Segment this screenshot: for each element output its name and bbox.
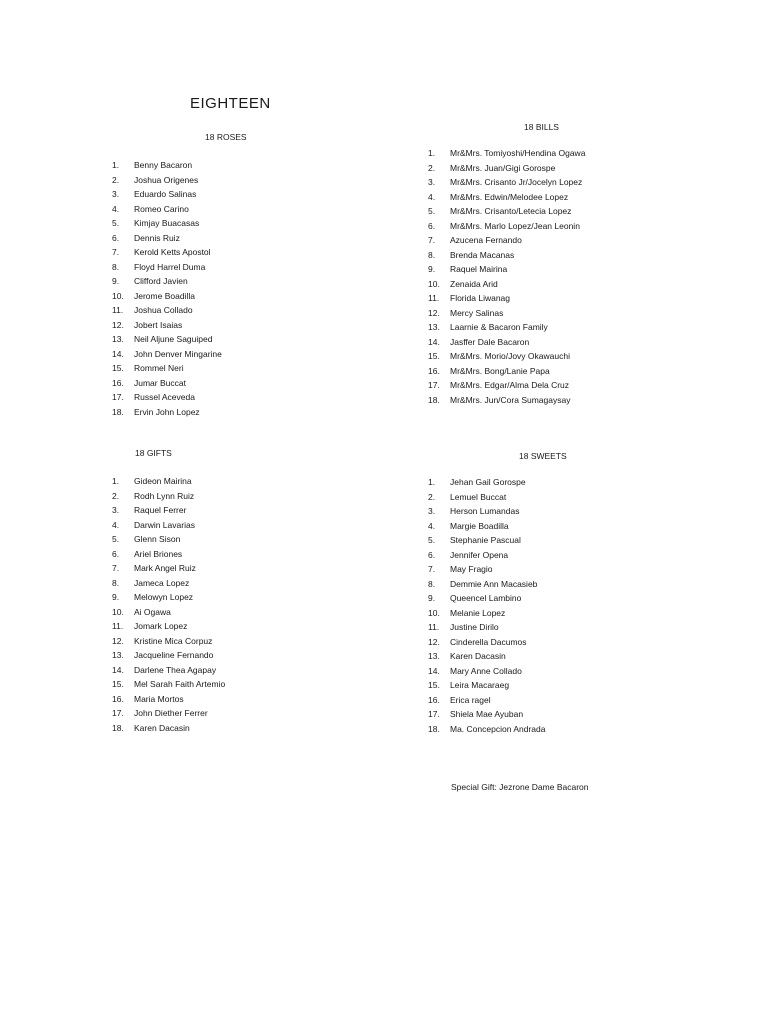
list-item-name: Cinderella Dacumos (450, 636, 527, 647)
list-item-name: Laarnie & Bacaron Family (450, 322, 548, 332)
special-gift-note: Special Gift: Jezrone Dame Bacaron (451, 782, 589, 792)
list-item-name: Erica ragel (450, 694, 491, 705)
list-item-number: 2. (112, 490, 120, 501)
list-item-number: 5. (112, 218, 120, 228)
list-item (428, 175, 728, 190)
list-item-number: 6. (428, 220, 436, 231)
list-item-name: Karen Dacasin (134, 722, 190, 733)
list-item-name: Mr&Mrs. Edwin/Melodee Lopez (450, 191, 569, 202)
list-item-number: 11. (112, 305, 124, 315)
list-item-number: 18. (428, 723, 440, 734)
list-item-number: 5. (112, 534, 120, 544)
list-item-name: Clifford Javien (134, 276, 188, 286)
list-item (428, 562, 728, 577)
list-item (112, 390, 342, 405)
list-item-number: 4. (112, 203, 120, 214)
list-item-number: 15. (428, 680, 440, 690)
list-item-number: 16. (112, 693, 124, 704)
list-item-number: 15. (428, 351, 440, 361)
list-item-name: May Fragio (450, 564, 493, 574)
gifts-list (112, 474, 342, 735)
list-item-name: Melanie Lopez (450, 607, 506, 618)
list-item-number: 6. (112, 548, 120, 559)
list-item-number: 2. (428, 491, 436, 502)
list-item-name: Mr&Mrs. Juan/Gigi Gorospe (450, 162, 556, 173)
list-item (112, 347, 342, 362)
list-item-number: 12. (428, 307, 440, 318)
list-item-name: Joshua Collado (134, 305, 193, 315)
list-item (428, 490, 728, 505)
list-item-name: Herson Lumandas (450, 506, 520, 516)
list-item-name: Jumar Buccat (134, 377, 186, 388)
list-item (112, 474, 342, 489)
list-item-number: 14. (428, 665, 440, 676)
list-item (428, 262, 728, 277)
list-item (428, 248, 728, 263)
list-item-number: 11. (428, 293, 440, 303)
list-item-name: Melowyn Lopez (134, 592, 194, 602)
list-item (112, 245, 342, 260)
list-item-number: 13. (112, 650, 124, 660)
list-item (428, 649, 728, 664)
list-item (112, 405, 342, 420)
list-item-number: 7. (428, 564, 436, 574)
sweets-list (428, 475, 728, 736)
list-item (428, 204, 728, 219)
list-item-name: Brenda Macanas (450, 249, 515, 260)
list-item-number: 3. (428, 177, 436, 187)
list-item-name: Jasffer Dale Bacaron (450, 336, 530, 347)
list-item-number: 17. (428, 709, 440, 719)
list-item (428, 606, 728, 621)
list-item-number: 10. (112, 290, 124, 301)
list-item-number: 7. (112, 247, 120, 257)
list-item-number: 16. (112, 377, 124, 388)
list-item-name: Mel Sarah Faith Artemio (134, 679, 226, 689)
list-item-number: 16. (428, 365, 440, 376)
list-item-name: Darlene Thea Agapay (134, 664, 217, 675)
list-item (428, 335, 728, 350)
list-item (428, 393, 728, 408)
list-item-number: 7. (112, 563, 120, 573)
list-item (112, 274, 342, 289)
list-item (112, 663, 342, 678)
list-item-number: 12. (428, 636, 440, 647)
list-item (428, 577, 728, 592)
list-item-name: Ervin John Lopez (134, 406, 200, 417)
list-item-number: 9. (428, 264, 436, 274)
list-item-number: 1. (428, 477, 436, 487)
list-item (428, 693, 728, 708)
list-item-number: 5. (428, 206, 436, 216)
list-item (428, 233, 728, 248)
list-item-name: Kimjay Buacasas (134, 218, 200, 228)
list-item-number: 10. (428, 278, 440, 289)
list-item-number: 9. (112, 276, 120, 286)
list-item-number: 8. (112, 577, 120, 588)
list-item-name: Russel Aceveda (134, 392, 195, 402)
list-item-name: John Denver Mingarine (134, 348, 222, 359)
list-item-name: Mr&Mrs. Crisanto/Letecia Lopez (450, 206, 572, 216)
list-item (112, 561, 342, 576)
list-item-number: 8. (428, 578, 436, 589)
list-item-name: Shiela Mae Ayuban (450, 709, 524, 719)
list-item (112, 303, 342, 318)
list-item-number: 12. (112, 635, 124, 646)
list-item-number: 6. (112, 232, 120, 243)
list-item-number: 4. (112, 519, 120, 530)
list-item-name: Ma. Concepcion Andrada (450, 723, 546, 734)
list-item (428, 475, 728, 490)
list-item (112, 706, 342, 721)
list-item-number: 5. (428, 535, 436, 545)
list-item (112, 590, 342, 605)
list-item (112, 518, 342, 533)
list-item-number: 17. (112, 392, 124, 402)
list-item-name: Kristine Mica Corpuz (134, 635, 213, 646)
list-item-number: 9. (428, 593, 436, 603)
list-item-name: Stephanie Pascual (450, 535, 521, 545)
list-item-number: 2. (428, 162, 436, 173)
list-item-number: 18. (112, 722, 124, 733)
gifts-heading: 18 GIFTS (135, 448, 172, 458)
list-item (112, 721, 342, 736)
list-item-name: Mr&Mrs. Tomiyoshi/Hendina Ogawa (450, 148, 586, 158)
list-item-name: Lemuel Buccat (450, 491, 507, 502)
list-item-name: Ai Ogawa (134, 606, 171, 617)
list-item-number: 6. (428, 549, 436, 560)
list-item-number: 16. (428, 694, 440, 705)
list-item (428, 378, 728, 393)
list-item-name: Mark Angel Ruiz (134, 563, 196, 573)
list-item (112, 289, 342, 304)
list-item-name: Glenn Sison (134, 534, 181, 544)
list-item-number: 13. (428, 651, 440, 661)
list-item (428, 320, 728, 335)
list-item-name: Darwin Lavarias (134, 519, 195, 530)
list-item-number: 3. (112, 189, 120, 199)
list-item (428, 591, 728, 606)
list-item (428, 504, 728, 519)
list-item-name: Jobert Isaias (134, 319, 183, 330)
list-item-name: Eduardo Salinas (134, 189, 197, 199)
list-item (428, 722, 728, 737)
list-item-name: Zenaida Arid (450, 278, 498, 289)
bills-list (428, 146, 728, 407)
list-item (112, 605, 342, 620)
list-item (112, 532, 342, 547)
list-item-number: 14. (428, 336, 440, 347)
list-item-number: 13. (428, 322, 440, 332)
list-item-number: 10. (428, 607, 440, 618)
list-item-number: 12. (112, 319, 124, 330)
bills-heading: 18 BILLS (524, 122, 559, 132)
list-item-name: John Diether Ferrer (134, 708, 208, 718)
list-item (112, 648, 342, 663)
list-item-name: Floyd Harrel Duma (134, 261, 206, 272)
page-title: EIGHTEEN (190, 95, 271, 112)
list-item-name: Demmie Ann Macasieb (450, 578, 538, 589)
list-item-name: Raquel Ferrer (134, 505, 187, 515)
list-item-number: 8. (428, 249, 436, 260)
list-item-name: Maria Mortos (134, 693, 184, 704)
list-item-number: 1. (112, 160, 120, 170)
list-item (428, 291, 728, 306)
list-item-name: Margie Boadilla (450, 520, 509, 531)
list-item-name: Benny Bacaron (134, 160, 193, 170)
list-item-name: Mr&Mrs. Morio/Jovy Okawauchi (450, 351, 570, 361)
list-item (112, 376, 342, 391)
list-item-name: Romeo Carino (134, 203, 189, 214)
list-item (112, 576, 342, 591)
list-item-name: Mr&Mrs. Bong/Lanie Papa (450, 365, 550, 376)
list-item-number: 15. (112, 363, 124, 373)
list-item (428, 219, 728, 234)
list-item-name: Raquel Mairina (450, 264, 508, 274)
roses-list (112, 158, 342, 419)
list-item (112, 187, 342, 202)
list-item-number: 1. (112, 476, 120, 486)
list-item (428, 349, 728, 364)
list-item-name: Jerome Boadilla (134, 290, 195, 301)
list-item (428, 190, 728, 205)
list-item-number: 3. (428, 506, 436, 516)
list-item (428, 533, 728, 548)
list-item-number: 15. (112, 679, 124, 689)
list-item-name: Mr&Mrs. Crisanto Jr/Jocelyn Lopez (450, 177, 583, 187)
list-item-number: 18. (428, 394, 440, 405)
list-item-name: Rommel Neri (134, 363, 184, 373)
list-item (112, 216, 342, 231)
list-item-number: 4. (428, 520, 436, 531)
list-item (428, 635, 728, 650)
list-item-number: 13. (112, 334, 124, 344)
list-item (112, 634, 342, 649)
list-item (112, 202, 342, 217)
list-item (428, 161, 728, 176)
list-item-name: Jameca Lopez (134, 577, 190, 588)
list-item-number: 9. (112, 592, 120, 602)
list-item (428, 364, 728, 379)
list-item (428, 519, 728, 534)
list-item (112, 173, 342, 188)
list-item-number: 4. (428, 191, 436, 202)
list-item (112, 619, 342, 634)
list-item-name: Mr&Mrs. Marlo Lopez/Jean Leonin (450, 220, 580, 231)
list-item (428, 664, 728, 679)
list-item-name: Karen Dacasin (450, 651, 506, 661)
list-item-name: Ariel Briones (134, 548, 183, 559)
list-item-number: 2. (112, 174, 120, 185)
list-item-name: Justine Dirilo (450, 622, 499, 632)
list-item (112, 547, 342, 562)
list-item-number: 18. (112, 406, 124, 417)
roses-heading: 18 ROSES (205, 132, 247, 142)
list-item-number: 7. (428, 235, 436, 245)
list-item (112, 503, 342, 518)
list-item-number: 17. (112, 708, 124, 718)
list-item-number: 14. (112, 664, 124, 675)
list-item-number: 3. (112, 505, 120, 515)
list-item-number: 1. (428, 148, 436, 158)
sweets-heading: 18 SWEETS (519, 451, 567, 461)
list-item (428, 548, 728, 563)
list-item (112, 692, 342, 707)
list-item (428, 620, 728, 635)
list-item-number: 10. (112, 606, 124, 617)
list-item (112, 158, 342, 173)
list-item-name: Mr&Mrs. Edgar/Alma Dela Cruz (450, 380, 570, 390)
list-item (428, 306, 728, 321)
list-item (112, 489, 342, 504)
list-item-name: Florida Liwanag (450, 293, 511, 303)
list-item-number: 11. (112, 621, 124, 631)
list-item (112, 361, 342, 376)
list-item-name: Jomark Lopez (134, 621, 188, 631)
list-item-name: Neil Aljune Saguiped (134, 334, 213, 344)
list-item-name: Mr&Mrs. Jun/Cora Sumagaysay (450, 394, 571, 405)
list-item (112, 231, 342, 246)
list-item (112, 260, 342, 275)
list-item-name: Jehan Gail Gorospe (450, 477, 526, 487)
list-item-name: Rodh Lynn Ruiz (134, 490, 195, 501)
list-item (428, 678, 728, 693)
list-item-name: Joshua Origenes (134, 174, 199, 185)
list-item-number: 17. (428, 380, 440, 390)
list-item (428, 277, 728, 292)
list-item-name: Mercy Salinas (450, 307, 504, 318)
list-item (112, 677, 342, 692)
list-item-name: Gideon Mairina (134, 476, 192, 486)
list-item (112, 332, 342, 347)
list-item-name: Kerold Ketts Apostol (134, 247, 211, 257)
list-item-number: 14. (112, 348, 124, 359)
list-item-name: Mary Anne Collado (450, 665, 522, 676)
list-item (112, 318, 342, 333)
list-item (428, 146, 728, 161)
list-item-number: 8. (112, 261, 120, 272)
list-item-name: Jacqueline Fernando (134, 650, 214, 660)
list-item (428, 707, 728, 722)
list-item-name: Leira Macaraeg (450, 680, 510, 690)
list-item-name: Dennis Ruiz (134, 232, 180, 243)
list-item-name: Jennifer Opena (450, 549, 509, 560)
list-item-name: Azucena Fernando (450, 235, 522, 245)
list-item-name: Queencel Lambino (450, 593, 522, 603)
list-item-number: 11. (428, 622, 440, 632)
